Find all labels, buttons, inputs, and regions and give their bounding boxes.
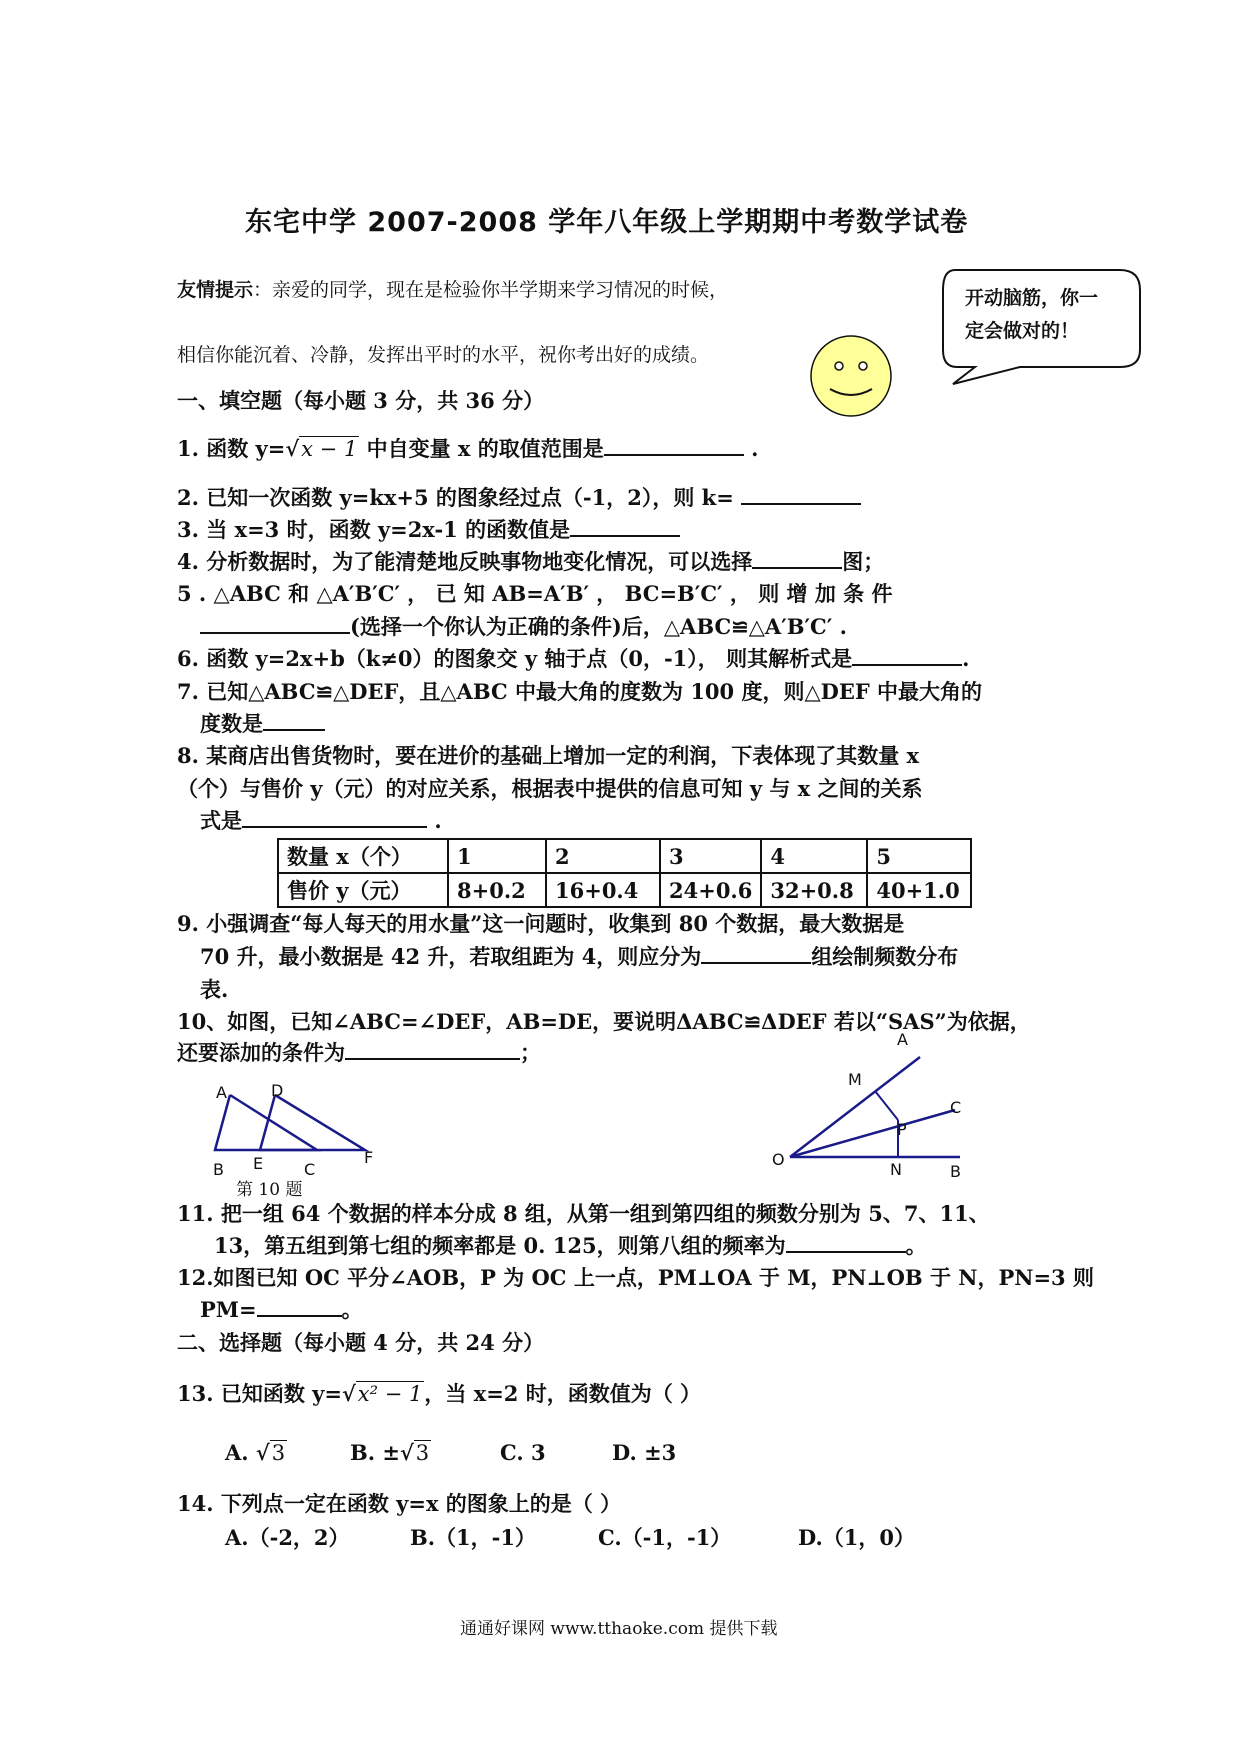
- price-table: [277, 838, 972, 908]
- q12-end: 。: [341, 1297, 363, 1322]
- answer-blank[interactable]: [604, 433, 744, 456]
- answer-blank[interactable]: [263, 708, 325, 731]
- answer-blank[interactable]: [345, 1037, 520, 1060]
- question-14: 14. 下列点一定在函数 y=x 的图象上的是（ ）: [177, 1491, 622, 1516]
- question-10-line-2: [177, 1037, 541, 1067]
- question-12-line-2: [200, 1294, 363, 1324]
- q11-end: 。: [905, 1233, 927, 1258]
- table-cell: 4: [761, 839, 867, 873]
- option-letter: A.: [225, 1440, 249, 1465]
- q1-pre: 1. 函数 y=: [177, 436, 286, 461]
- fig2-label-c: C: [950, 1098, 962, 1117]
- q10-line2: 还要添加的条件为: [177, 1040, 345, 1065]
- sqrt-expression: √x² − 1: [341, 1381, 423, 1406]
- fig1-label-a: A: [216, 1083, 227, 1102]
- answer-blank[interactable]: [786, 1230, 906, 1253]
- question-5-line-1: 5 . △ABC 和 △A′B′C′ ， 已 知 AB=A′B′ ， BC=B′C′ ， 则 增 加 条 件: [177, 581, 893, 606]
- table-cell: 3: [660, 839, 761, 873]
- q14-option-a[interactable]: A.（-2，2）: [225, 1525, 350, 1550]
- q13-option-c[interactable]: C. 3: [500, 1440, 546, 1465]
- tip-label: 友情提示: [177, 279, 254, 301]
- question-6: [177, 643, 969, 673]
- q4-post: 图；: [842, 549, 885, 574]
- table-row: [278, 839, 971, 873]
- table-cell: 40+1.0: [867, 873, 971, 907]
- fig2-label-a: A: [897, 1030, 908, 1049]
- fig1-label-b: B: [213, 1160, 224, 1179]
- q1-end: .: [751, 436, 759, 461]
- q11-line2: 13，第五组到第七组的频率都是 0. 125，则第八组的频率为: [214, 1233, 786, 1258]
- q8-end: .: [434, 808, 442, 833]
- tip-text-1: ：亲爱的同学，现在是检验你半学期来学习情况的时候，: [253, 279, 729, 301]
- question-10-line-1: 10、如图，已知∠ABC=∠DEF，AB=DE，要说明ΔABC≌ΔDEF 若以“SAS”为依据，: [177, 1009, 1031, 1034]
- table-cell: 1: [448, 839, 546, 873]
- fig2-label-n: N: [890, 1160, 902, 1179]
- question-11-line-2: [214, 1230, 927, 1260]
- q12-line2: PM=: [200, 1297, 257, 1322]
- answer-blank[interactable]: [242, 805, 427, 828]
- answer-blank[interactable]: [741, 482, 861, 505]
- section-1-heading: 一、填空题（每小题 3 分，共 36 分）: [177, 388, 545, 413]
- q9-line2-post: 组绘制频数分布: [811, 944, 959, 969]
- question-11-line-1: 11. 把一组 64 个数据的样本分成 8 组，从第一组到第四组的频数分别为 5、7、11、: [177, 1201, 990, 1226]
- question-1: [177, 433, 758, 463]
- fig2-label-o: O: [772, 1150, 785, 1169]
- question-5-line-2: [200, 611, 847, 641]
- fig1-caption: 第 10 题: [236, 1180, 303, 1200]
- table-cell: 2: [546, 839, 660, 873]
- q8-line3: 式是: [200, 808, 242, 833]
- radicand: 3: [271, 1441, 286, 1465]
- table-cell: 16+0.4: [546, 873, 660, 907]
- q9-line2-pre: 70 升，最小数据是 42 升，若取组距为 4，则应分为: [200, 944, 702, 969]
- q14-option-c[interactable]: C.（-1，-1）: [598, 1525, 732, 1550]
- fig2-label-b: B: [950, 1162, 961, 1181]
- question-9-line-3: 表.: [200, 977, 229, 1002]
- q4-pre: 4. 分析数据时，为了能清楚地反映事物地变化情况，可以选择: [177, 549, 753, 574]
- q1-radicand: x − 1: [301, 437, 358, 461]
- question-9-line-2: [200, 941, 958, 971]
- answer-blank[interactable]: [570, 514, 680, 537]
- question-8-line-3: [200, 805, 442, 835]
- tip-line-1: [177, 275, 728, 302]
- question-7-line-1: 7. 已知△ABC≌△DEF，且△ABC 中最大角的度数为 100 度，则△DEF 中最大角的: [177, 679, 983, 704]
- fig1-label-f: F: [364, 1148, 374, 1167]
- section-2-heading: 二、选择题（每小题 4 分，共 24 分）: [177, 1330, 545, 1355]
- q3-text: 3. 当 x=3 时，函数 y=2x-1 的函数值是: [177, 517, 571, 542]
- fig1-label-c: C: [304, 1160, 316, 1179]
- question-9-line-1: 9. 小强调查“每人每天的用水量”这一问题时，收集到 80 个数据，最大数据是: [177, 911, 905, 936]
- sqrt-expression: √3: [399, 1440, 430, 1465]
- q7-line2: 度数是: [200, 711, 263, 736]
- fig1-label-e: E: [253, 1154, 264, 1173]
- page-title: 东宅中学 2007-2008 学年八年级上学期期中考数学试卷: [245, 207, 969, 238]
- sqrt-expression: √3: [255, 1440, 286, 1465]
- answer-blank[interactable]: [200, 611, 350, 634]
- question-13: [177, 1378, 701, 1408]
- q1-post: 中自变量 x 的取值范围是: [366, 436, 604, 461]
- q5-line2: (选择一个你认为正确的条件)后，△ABC≌△A′B′C′ .: [350, 614, 847, 639]
- bubble-line-2: 定会做对的！: [965, 320, 1080, 342]
- answer-blank[interactable]: [257, 1294, 342, 1317]
- answer-blank[interactable]: [852, 643, 962, 666]
- question-8-line-1: 8. 某商店出售货物时，要在进价的基础上增加一定的利润，下表体现了其数量 x: [177, 743, 920, 768]
- fig2-label-m: M: [848, 1070, 862, 1089]
- fig2-label-p: P: [897, 1120, 907, 1139]
- q6-end: .: [962, 646, 970, 671]
- sqrt-expression: √x − 1: [285, 436, 358, 461]
- radicand: 3: [415, 1441, 430, 1465]
- fig1-label-d: D: [271, 1081, 284, 1100]
- q13-option-d[interactable]: D. ±3: [612, 1440, 677, 1465]
- q13-option-b[interactable]: [350, 1440, 431, 1465]
- table-cell: 数量 x（个）: [278, 839, 448, 873]
- question-3: [177, 514, 680, 544]
- question-7-line-2: [200, 708, 325, 738]
- option-letter: B. ±: [350, 1440, 400, 1465]
- table-cell: 24+0.6: [660, 873, 761, 907]
- q2-text: 2. 已知一次函数 y=kx+5 的图象经过点（-1，2），则 k=: [177, 485, 734, 510]
- q14-option-b[interactable]: B.（1，-1）: [410, 1525, 536, 1550]
- table-row: [278, 873, 971, 907]
- q14-option-d[interactable]: D.（1，0）: [798, 1525, 915, 1550]
- table-cell: 8+0.2: [448, 873, 546, 907]
- q13-radicand: x² − 1: [357, 1382, 423, 1406]
- answer-blank[interactable]: [701, 941, 811, 964]
- tip-line-2: 相信你能沉着、冷静，发挥出平时的水平，祝你考出好的成绩。: [177, 344, 710, 366]
- table-cell: 32+0.8: [761, 873, 867, 907]
- q13-option-a[interactable]: [225, 1440, 287, 1465]
- question-2: [177, 482, 861, 512]
- q13-post: ，当 x=2 时，函数值为（ ）: [424, 1381, 702, 1406]
- q10-end: ；: [520, 1040, 541, 1065]
- page-footer: 通通好课网 www.tthaoke.com 提供下载: [460, 1619, 778, 1639]
- question-8-line-2: （个）与售价 y（元）的对应关系，根据表中提供的信息可知 y 与 x 之间的关系: [177, 776, 923, 801]
- smiley-face-icon: [808, 333, 894, 419]
- q13-pre: 13. 已知函数 y=: [177, 1381, 342, 1406]
- bubble-line-1: 开动脑筋，你一: [965, 287, 1099, 309]
- table-cell: 售价 y（元）: [278, 873, 448, 907]
- table-cell: 5: [867, 839, 971, 873]
- q6-text: 6. 函数 y=2x+b（k≠0）的图象交 y 轴于点（0，-1）， 则其解析式是: [177, 646, 853, 671]
- question-4: [177, 546, 884, 576]
- answer-blank[interactable]: [752, 546, 842, 569]
- question-12-line-1: 12.如图已知 OC 平分∠AOB，P 为 OC 上一点，PM⊥OA 于 M，PN⊥OB 于 N，PN=3 则: [177, 1265, 1094, 1290]
